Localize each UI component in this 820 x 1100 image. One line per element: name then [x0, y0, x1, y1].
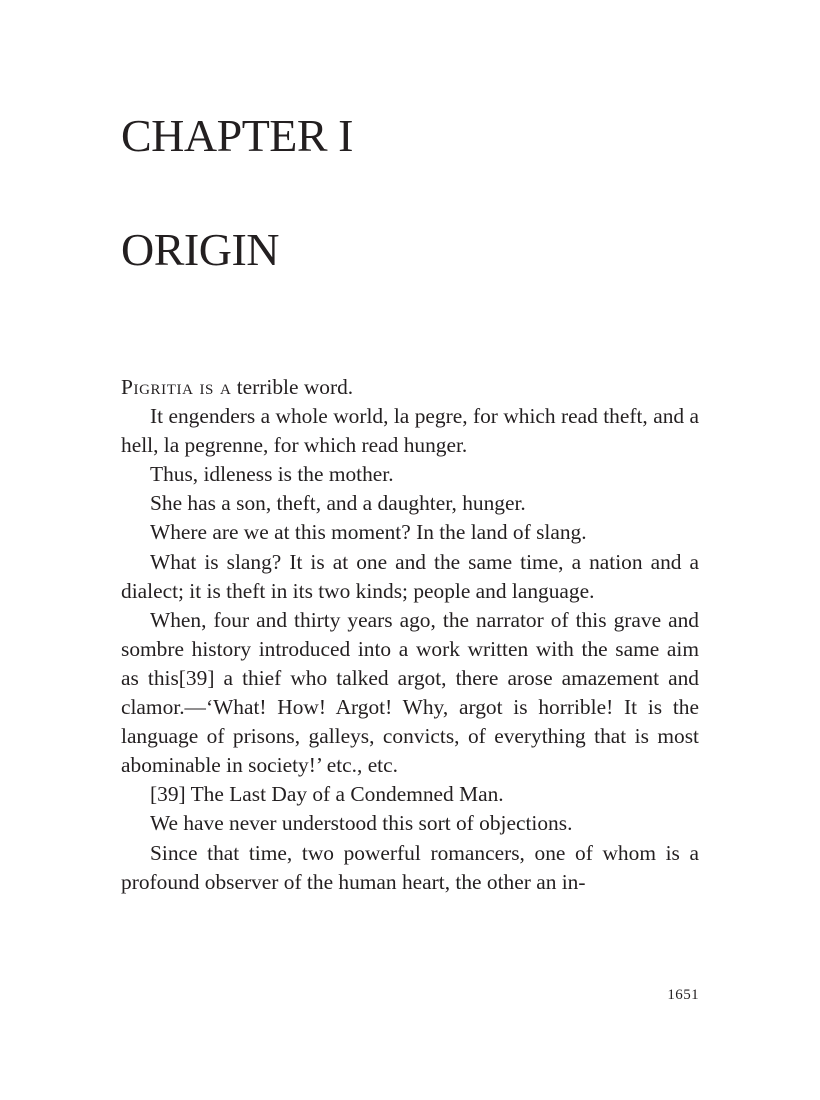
- paragraph: We have never understood this sort of objections.: [150, 811, 573, 836]
- paragraph: What is slang? It is at one and the same time, a nation and a dialect; it is theft in its two kinds; people and language.: [121, 549, 699, 603]
- opening-text: terrible word.: [231, 375, 354, 399]
- chapter-body: [121, 373, 699, 897]
- paragraph: When, four and thirty years ago, the narrator of this grave and sombre history introduced into a work written with the same aim as this[39] a thief who talked argot, there arose amazement and clamor.—‘What! How! Argot! Why, argot is horrible! It is the language of prisons, galleys, convicts, of everything that is most abominable in society!’ etc., etc.: [121, 607, 699, 778]
- paragraph: Since that time, two powerful romancers, one of whom is a profound observer of the human heart, the other an in-: [121, 840, 699, 894]
- opening-paragraph: [121, 373, 699, 402]
- opening-smallcaps: Pigritia is a: [121, 375, 232, 399]
- chapter-title: ORIGIN: [121, 224, 279, 275]
- paragraph: Where are we at this moment? In the land of slang.: [150, 520, 587, 545]
- paragraph: She has a son, theft, and a daughter, hunger.: [150, 491, 526, 516]
- paragraph: Thus, idleness is the mother.: [150, 462, 394, 487]
- paragraph: It engenders a whole world, la pegre, for which read theft, and a hell, la pegrenne, for which read hunger.: [121, 404, 699, 458]
- footnote: [39] The Last Day of a Condemned Man.: [150, 782, 504, 807]
- chapter-label: CHAPTER I: [121, 110, 353, 161]
- page-number: 1651: [667, 987, 699, 1003]
